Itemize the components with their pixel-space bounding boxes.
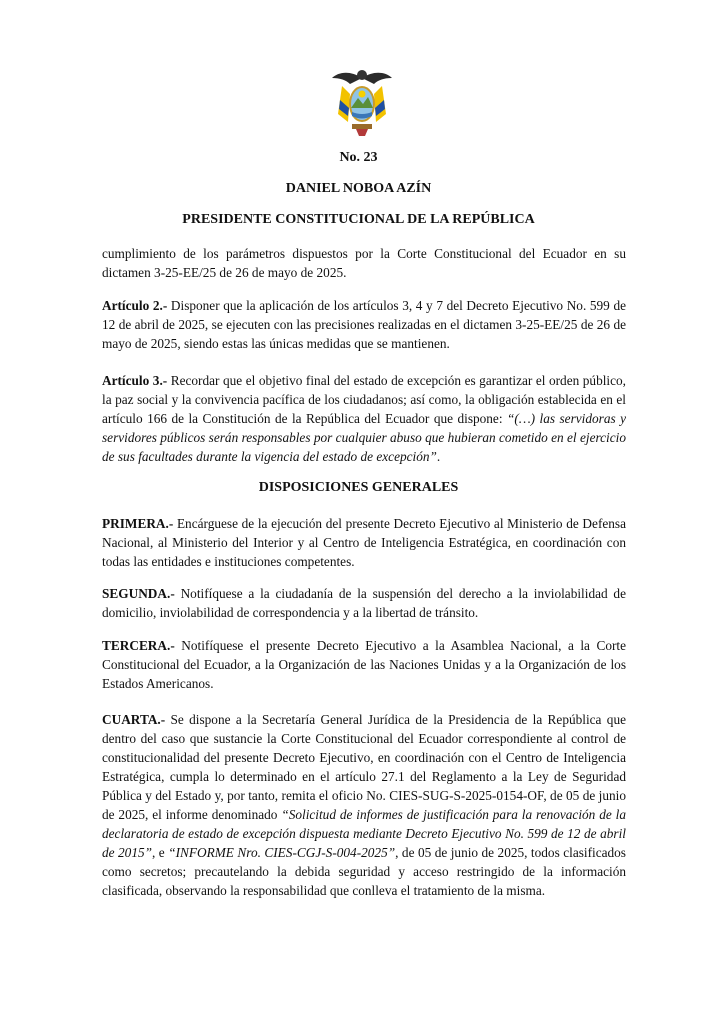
segunda-text: Notifíquese a la ciudadanía de la suspensión del derecho a la inviolabilidad de domicilio, inviolabilidad de correspondencia y a la libertad de tránsito. <box>102 586 626 620</box>
coat-of-arms-emblem <box>330 64 394 140</box>
disposition-tercera <box>102 636 626 693</box>
president-name: DANIEL NOBOA AZÍN <box>285 181 432 196</box>
tercera-text: Notifíquese el presente Decreto Ejecutivo a la Asamblea Nacional, a la Corte Constitucional del Ecuador, a la Organización de las Naciones Unidas y a la Organización de los Estados Americanos. <box>102 638 626 691</box>
tercera-label: TERCERA.- <box>102 638 175 653</box>
article-3-quote: “(…) las servidoras y servidores públicos serán responsables por cualquier abuso que hubieran cometido en el ejercicio de sus facultades durante la vigencia del estado de excepción” <box>102 411 627 464</box>
disposition-cuarta <box>102 710 626 900</box>
disposition-segunda <box>102 584 626 622</box>
primera-label: PRIMERA.- <box>102 516 174 531</box>
cuarta-text-1: Se dispone a la Secretaría General Jurídica de la Presidencia de la República que dentro del caso que sustancie la Corte Constitucional del Ecuador correspondiente al control de constitucionalidad del presente Decreto Ejecutivo, en coordinación con el Centro de Inteligencia Estratégica, cumpla lo determinado en el artículo 27.1 del Reglamento a la Ley de Seguridad Pública y del Estado y, por tanto, remita el oficio No. CIES-SUG-S-2025-0154-OF, de 05 de junio de 2025, el informe denominado <box>102 712 626 822</box>
segunda-label: SEGUNDA.- <box>102 586 175 601</box>
disposition-primera <box>102 514 626 571</box>
paragraph-continuation <box>102 244 626 282</box>
section-title: DISPOSICIONES GENERALES <box>258 480 459 495</box>
paragraph-text: cumplimiento de los parámetros dispuestos por la Corte Constitucional del Ecuador en su dictamen 3-25-EE/25 de 26 de mayo de 2025. <box>102 246 626 280</box>
article-2-label: Artículo 2.- <box>102 298 168 313</box>
cuarta-quote-2: “INFORME Nro. CIES-CGJ-S-004-2025” <box>168 845 396 860</box>
article-3 <box>102 371 626 466</box>
decree-number: No. 23 <box>339 150 378 165</box>
article-3-text: Recordar que el objetivo final del estado de excepción es garantizar el orden público, la paz social y la convivencia pacífica de los ciudadanos; así como, la obligación establecida en el artículo 166 de la Constitución de la República del Ecuador que dispone: <box>102 373 626 426</box>
article-2-text: Disponer que la aplicación de los artículos 3, 4 y 7 del Decreto Ejecutivo No. 599 de 12 de abril de 2025, se ejecuten con las precisiones realizadas en el dictamen 3-25-EE/25 de 26 de mayo de 2025, siendo estas las únicas medidas que se mantienen. <box>102 298 626 351</box>
primera-text: Encárguese de la ejecución del presente Decreto Ejecutivo al Ministerio de Defensa Nacional, al Ministerio del Interior y al Centro de Inteligencia Estratégica, en coordinación con todas las entidades e instituciones competentes. <box>102 516 626 569</box>
cuarta-text-3: , de 05 de junio de 2025, todos clasificados como secretos; precautelando la debida seguridad y acceso restringido de la información clasificada, observando la responsabilidad que conlleva el tratamiento de la misma. <box>102 845 626 898</box>
article-3-end: . <box>436 449 441 464</box>
president-title: PRESIDENTE CONSTITUCIONAL DE LA REPÚBLICA <box>182 212 535 227</box>
cuarta-label: CUARTA.- <box>102 712 166 727</box>
article-3-label: Artículo 3.- <box>102 373 168 388</box>
cuarta-quote-1: “Solicitud de informes de justificación para la renovación de la declaratoria de estado de excepción dispuesta mediante Decreto Ejecutivo No. 599 de 12 de abril de 2015” <box>102 807 626 860</box>
cuarta-text-2: , e <box>152 845 169 860</box>
article-2 <box>102 296 626 353</box>
